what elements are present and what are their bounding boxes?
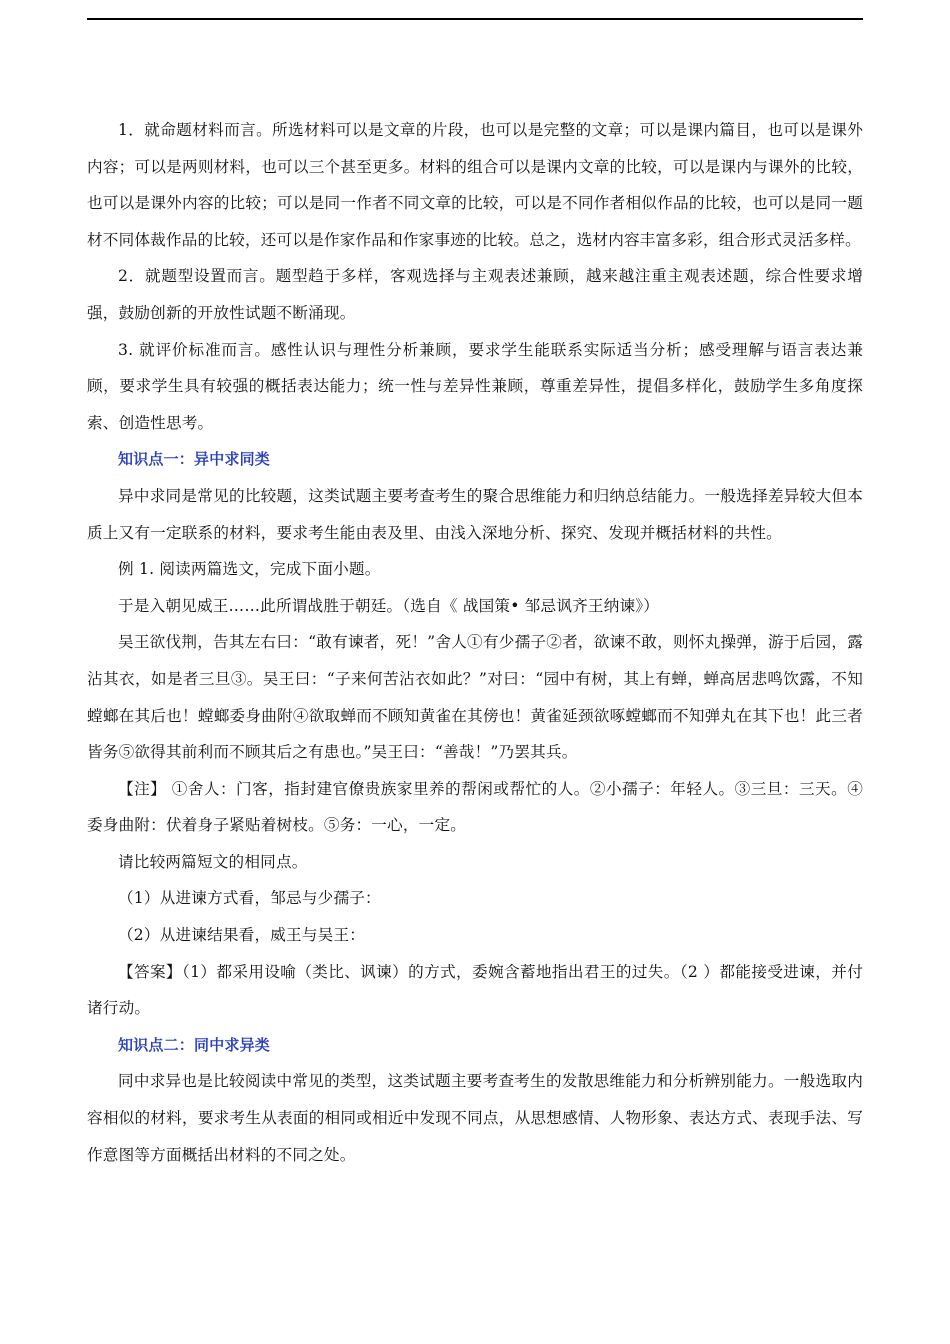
paragraph-seek-common: 异中求同是常见的比较题，这类试题主要考查考生的聚合思维能力和归纳总结能力。一般选择差异较大但本质上又有一定联系的材料，要求考生能由表及里、由浅入深地分析、探究、发现并概括材料的共性。 [87,486,863,542]
classical-text: 吴王欲伐荆，告其左右曰：“敢有谏者，死！”舍人①有少孺子②者，欲谏不敢，则怀丸操弹，游于后园，露沾其衣，如是者三旦③。吴王曰：“子来何苦沾衣如此？”对曰：“园中有树，其上有蝉，蝉高居悲鸣饮露，不知螳螂在其后也！螳螂委身曲附④欲取蝉而不顾知黄雀在其傍也！黄雀延颈欲啄螳螂而不知弹丸在其下也！此三者皆务⑤欲得其前利而不顾其后之有患也。”吴王曰：“善哉！”乃罢其兵。 [87,633,863,762]
document-body [87,112,863,1173]
paragraph-material: 1．就命题材料而言。所选材料可以是文章的片段，也可以是完整的文章；可以是课内篇目，也可以是课外内容；可以是两则材料，也可以三个甚至更多。材料的组合可以是课内文章的比较，可以是课内与课外的比较，也可以是课外内容的比较；可以是同一作者不同文章的比较，可以是不同作者相似作品的比较，也可以是同一题材不同体裁作品的比较，还可以是作家作品和作家事迹的比较。总之，选材内容丰富多彩，组合形式灵活多样。 [87,121,863,249]
annotation-note: 【注】 ①舍人：门客，指封建官僚贵族家里养的帮闲或帮忙的人。②小孺子：年轻人。③三旦：三天。④委身曲附：伏着身子紧贴着树枝。⑤务：一心，一定。 [87,779,863,835]
header-rule [87,18,863,20]
section-heading-1: 知识点一：异中求同类 [118,450,271,469]
paragraph-evaluation: 3. 就评价标准而言。感性认识与理性分析兼顾，要求学生能联系实际适当分析；感受理解与语言表达兼顾，要求学生具有较强的概括表达能力；统一性与差异性兼顾，尊重差异性，提倡多样化，鼓励学生多角度探索、创造性思考。 [87,340,863,432]
paragraph-seek-difference: 同中求异也是比较阅读中常见的类型，这类试题主要考查考生的发散思维能力和分析辨别能力。一般选取内容相似的材料，要求考生从表面的相同或相近中发现不同点，从思想感情、人物形象、表达方式、表现手法、写作意图等方面概括出材料的不同之处。 [87,1072,863,1164]
question-1: （1）从进谏方式看，邹忌与少孺子： [118,889,381,908]
excerpt-source: 于是入朝见威王……此所谓战胜于朝廷。（选自《 战国策• 邹忌讽齐王纳谏》） [118,596,660,615]
answer: 【答案】（1）都采用设喻（类比、讽谏）的方式，委婉含蓄地指出君王的过失。（2 ）都能接受进谏，并付诸行动。 [87,962,863,1018]
section-heading-2: 知识点二：同中求异类 [118,1035,271,1054]
example-intro: 例 1. 阅读两篇选文，完成下面小题。 [118,560,381,579]
question-prompt: 请比较两篇短文的相同点。 [118,852,308,871]
paragraph-question-type: 2．就题型设置而言。题型趋于多样，客观选择与主观表述兼顾，越来越注重主观表述题，综合性要求增强，鼓励创新的开放性试题不断涌现。 [87,267,863,322]
question-2: （2）从进谏结果看，威王与吴王： [118,926,366,945]
